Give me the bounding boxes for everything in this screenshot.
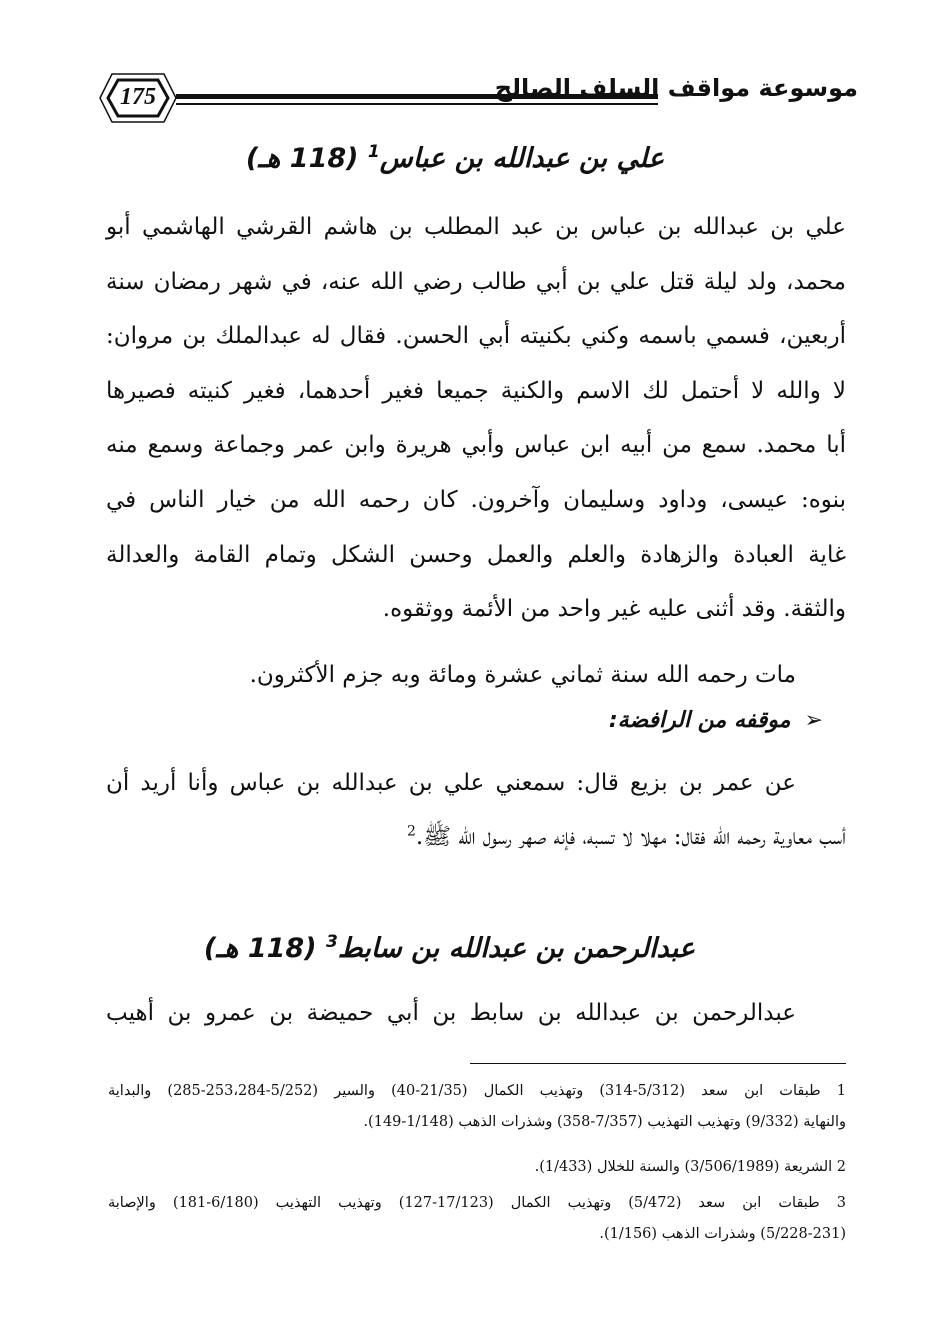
footnote-separator <box>470 1063 846 1064</box>
quote-paragraph <box>106 756 796 811</box>
footnote-ref: 2 <box>406 823 416 840</box>
text-line: لا والله لا أحتمل لك الاسم والكنية جميعا فغير أحدهما، فغير كنيته فصيرها <box>106 377 846 404</box>
text-line: مات رحمه الله سنة ثماني عشرة ومائة وبه جزم الأكثرون. <box>249 662 796 688</box>
quote-text: أسب معاوية رحمه الله فقال: مهلا لا تسبه، فإنه صهر رسول الله ﷺ. <box>415 824 846 850</box>
heading-year: (118 هـ) <box>203 933 317 964</box>
footnote-line: 1 طبقات ابن سعد (5/312-314) وتهذيب الكمال (21/35-40) والسير (5/252-253،284-285) والبداية <box>108 1083 846 1099</box>
death-paragraph <box>106 648 796 703</box>
heading-year: (118 هـ) <box>245 143 359 174</box>
arrow-icon: ➢ <box>804 708 823 733</box>
page-number: 175 <box>120 84 156 110</box>
section-heading <box>203 932 695 964</box>
header-rule-thin <box>176 103 658 105</box>
text-line: والثقة. وقد أثنى عليه غير واحد من الأئمة ووثقوه. <box>382 596 846 623</box>
text-line <box>106 810 846 865</box>
footnote-1 <box>108 1076 846 1138</box>
footnote-line: والنهاية (9/332) وتهذيب التهذيب (7/357-358) وشذرات الذهب (1/148-149). <box>363 1114 846 1130</box>
text-line: غاية العبادة والزهادة والعلم والعمل وحسن الشكل وتمام القامة والعدالة <box>106 541 846 568</box>
text-line: بنوه: عيسى، وداود وسليمان وآخرون. كان رحمه الله من خيار الناس في <box>106 486 846 513</box>
text-line: علي بن عبدالله بن عباس بن عبد المطلب بن هاشم القرشي الهاشمي أبو <box>106 214 846 240</box>
series-title: موسوعة مواقف السلف الصالح <box>494 74 858 102</box>
footnote-ref: 3 <box>325 932 338 952</box>
page-number-badge <box>98 68 178 128</box>
quote-paragraph-continued <box>106 810 846 865</box>
footnote-line: 3 طبقات ابن سعد (5/472) وتهذيب الكمال (17/123-127) وتهذيب التهذيب (6/180-181) والإصابة <box>108 1195 847 1211</box>
footnote-3 <box>108 1188 846 1250</box>
heading-name: عبدالرحمن بن عبدالله بن سابط <box>337 933 695 964</box>
page-header <box>98 68 858 130</box>
footnote-2 <box>108 1152 846 1183</box>
text-line: محمد، ولد ليلة قتل علي بن أبي طالب رضي الله عنه، في شهر رمضان سنة <box>106 268 846 295</box>
subheading-text: موقفه من الرافضة: <box>608 708 791 733</box>
text-line: عبدالرحمن بن عبدالله بن سابط بن أبي حميضة بن عمرو بن أهيب <box>106 1000 796 1026</box>
subheading <box>323 708 823 733</box>
footnote-ref: 1 <box>367 142 380 162</box>
text-line: عن عمر بن بزيع قال: سمعني علي بن عبدالله بن عباس وأنا أريد أن <box>106 770 796 796</box>
section-heading <box>225 142 685 174</box>
footnote-line: (5/228-231) وشذرات الذهب (1/156). <box>599 1226 846 1242</box>
biography-paragraph <box>106 200 846 637</box>
text-line: أبا محمد. سمع من أبيه ابن عباس وأبي هريرة وابن عمر وجماعة وسمع منه <box>106 432 846 459</box>
heading-name: علي بن عبدالله بن عباس <box>379 143 665 174</box>
biography-paragraph <box>106 986 796 1041</box>
text-line: أربعين، فسمي باسمه وكني بكنيته أبي الحسن. فقال له عبدالملك بن مروان: <box>106 323 846 350</box>
footnote-line: 2 الشريعة (3/506/1989) والسنة للخلال (1/433). <box>534 1159 846 1175</box>
